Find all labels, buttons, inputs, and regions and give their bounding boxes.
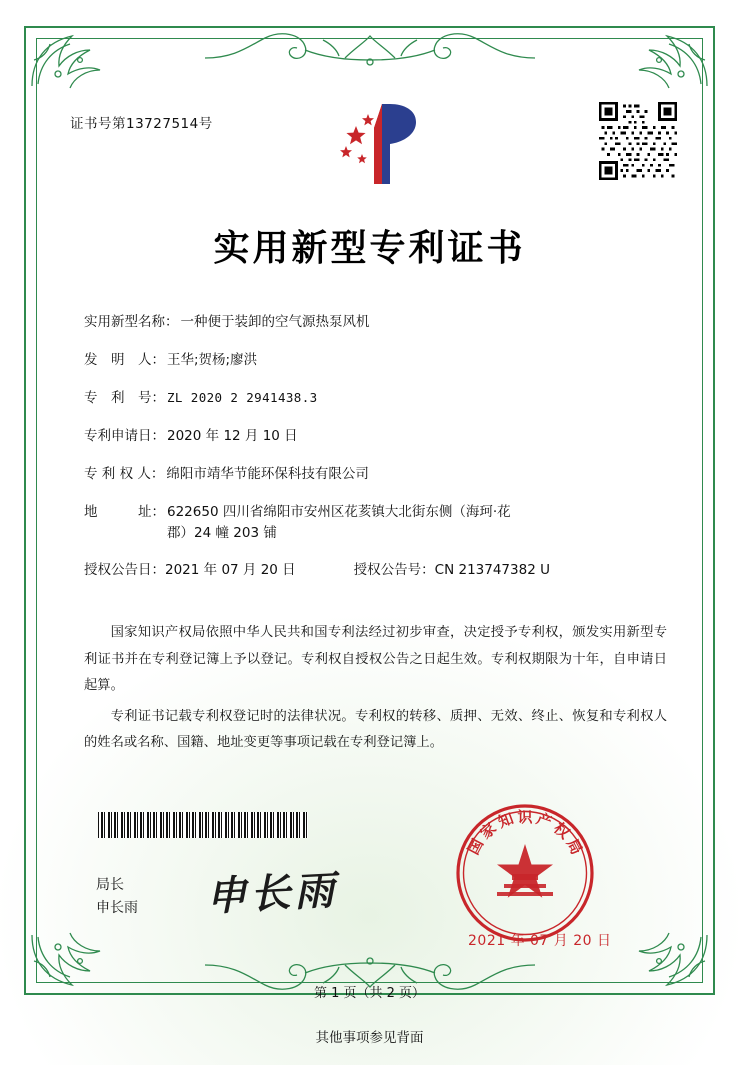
grant-date-value: 2021 年 07 月 20 日 <box>165 562 296 579</box>
director-name-label: 申长雨 <box>96 900 138 917</box>
grant-date-label: 授权公告日： <box>84 562 165 579</box>
field-application-date <box>84 426 669 447</box>
svg-text:局: 局 <box>562 835 586 858</box>
field-label: 专 利 号： <box>84 389 165 406</box>
field-value: 王华;贺杨;廖洪 <box>167 351 258 368</box>
field-list <box>84 312 669 598</box>
field-address <box>84 502 669 544</box>
back-page-note: 其他事项参见背面 <box>315 1030 424 1046</box>
corner-ornament-icon <box>28 30 114 90</box>
svg-text:国: 国 <box>464 835 488 858</box>
barcode <box>98 812 308 838</box>
paragraph-1: 国家知识产权局依照中华人民共和国专利法经过初步审查，决定授予专利权，颁发实用新型专利证书并在专利登记簿上予以登记。专利权自授权公告之日起生效。专利权期限为十年，自申请日起算。 <box>84 625 667 694</box>
field-label: 专 利 权 人： <box>84 465 165 482</box>
certificate-number: 证书号第13727514号 <box>70 116 213 132</box>
address-line-1: 622650 四川省绵阳市安州区花荄镇大北街东侧（海珂·花 <box>167 503 511 520</box>
field-inventors <box>84 350 669 371</box>
signature-block <box>96 874 138 920</box>
field-value: 一种便于装卸的空气源热泵风机 <box>180 314 370 330</box>
field-label: 实用新型名称： <box>84 314 179 330</box>
paragraph-2: 专利证书记载专利权登记时的法律状况。专利权的转移、质押、无效、终止、恢复和专利权人的姓名或名称、国籍、地址变更等事项记载在专利登记簿上。 <box>84 708 667 751</box>
svg-text:家: 家 <box>476 819 500 843</box>
page-indicator: 第 1 页（共 2 页） <box>313 986 426 1001</box>
director-handwritten-signature: 申长雨 <box>205 866 340 921</box>
page-title: 实用新型专利证书 <box>213 227 526 269</box>
cnipa-logo-icon <box>322 98 434 190</box>
legal-text <box>84 620 667 761</box>
top-scroll-ornament-icon <box>205 28 535 72</box>
grant-number-label: 授权公告号： <box>353 562 435 579</box>
svg-text:权: 权 <box>550 819 574 843</box>
field-patentee <box>84 464 669 485</box>
qr-code-icon <box>599 102 677 180</box>
svg-text:知: 知 <box>495 809 516 832</box>
official-seal <box>452 800 598 946</box>
field-label: 发 明 人： <box>84 351 165 368</box>
field-value <box>165 502 669 544</box>
address-line-2: 郡）24 幢 203 铺 <box>167 524 277 541</box>
svg-text:识: 识 <box>517 808 533 826</box>
field-utility-model-name <box>84 312 669 333</box>
corner-ornament-icon <box>625 30 711 90</box>
field-patent-number <box>84 388 669 409</box>
field-label: 地 址： <box>84 503 165 520</box>
director-title-label: 局长 <box>96 877 124 893</box>
seal-date: 2021 年 07 月 20 日 <box>468 933 612 949</box>
svg-text:产: 产 <box>534 809 555 832</box>
field-grant <box>84 560 669 581</box>
field-value: 绵阳市靖华节能环保科技有限公司 <box>166 465 369 482</box>
field-value: ZL 2020 2 2941438.3 <box>167 389 318 405</box>
field-label: 专利申请日： <box>84 427 165 444</box>
grant-number-value: CN 213747382 U <box>434 562 550 579</box>
field-value: 2020 年 12 月 10 日 <box>167 427 298 444</box>
